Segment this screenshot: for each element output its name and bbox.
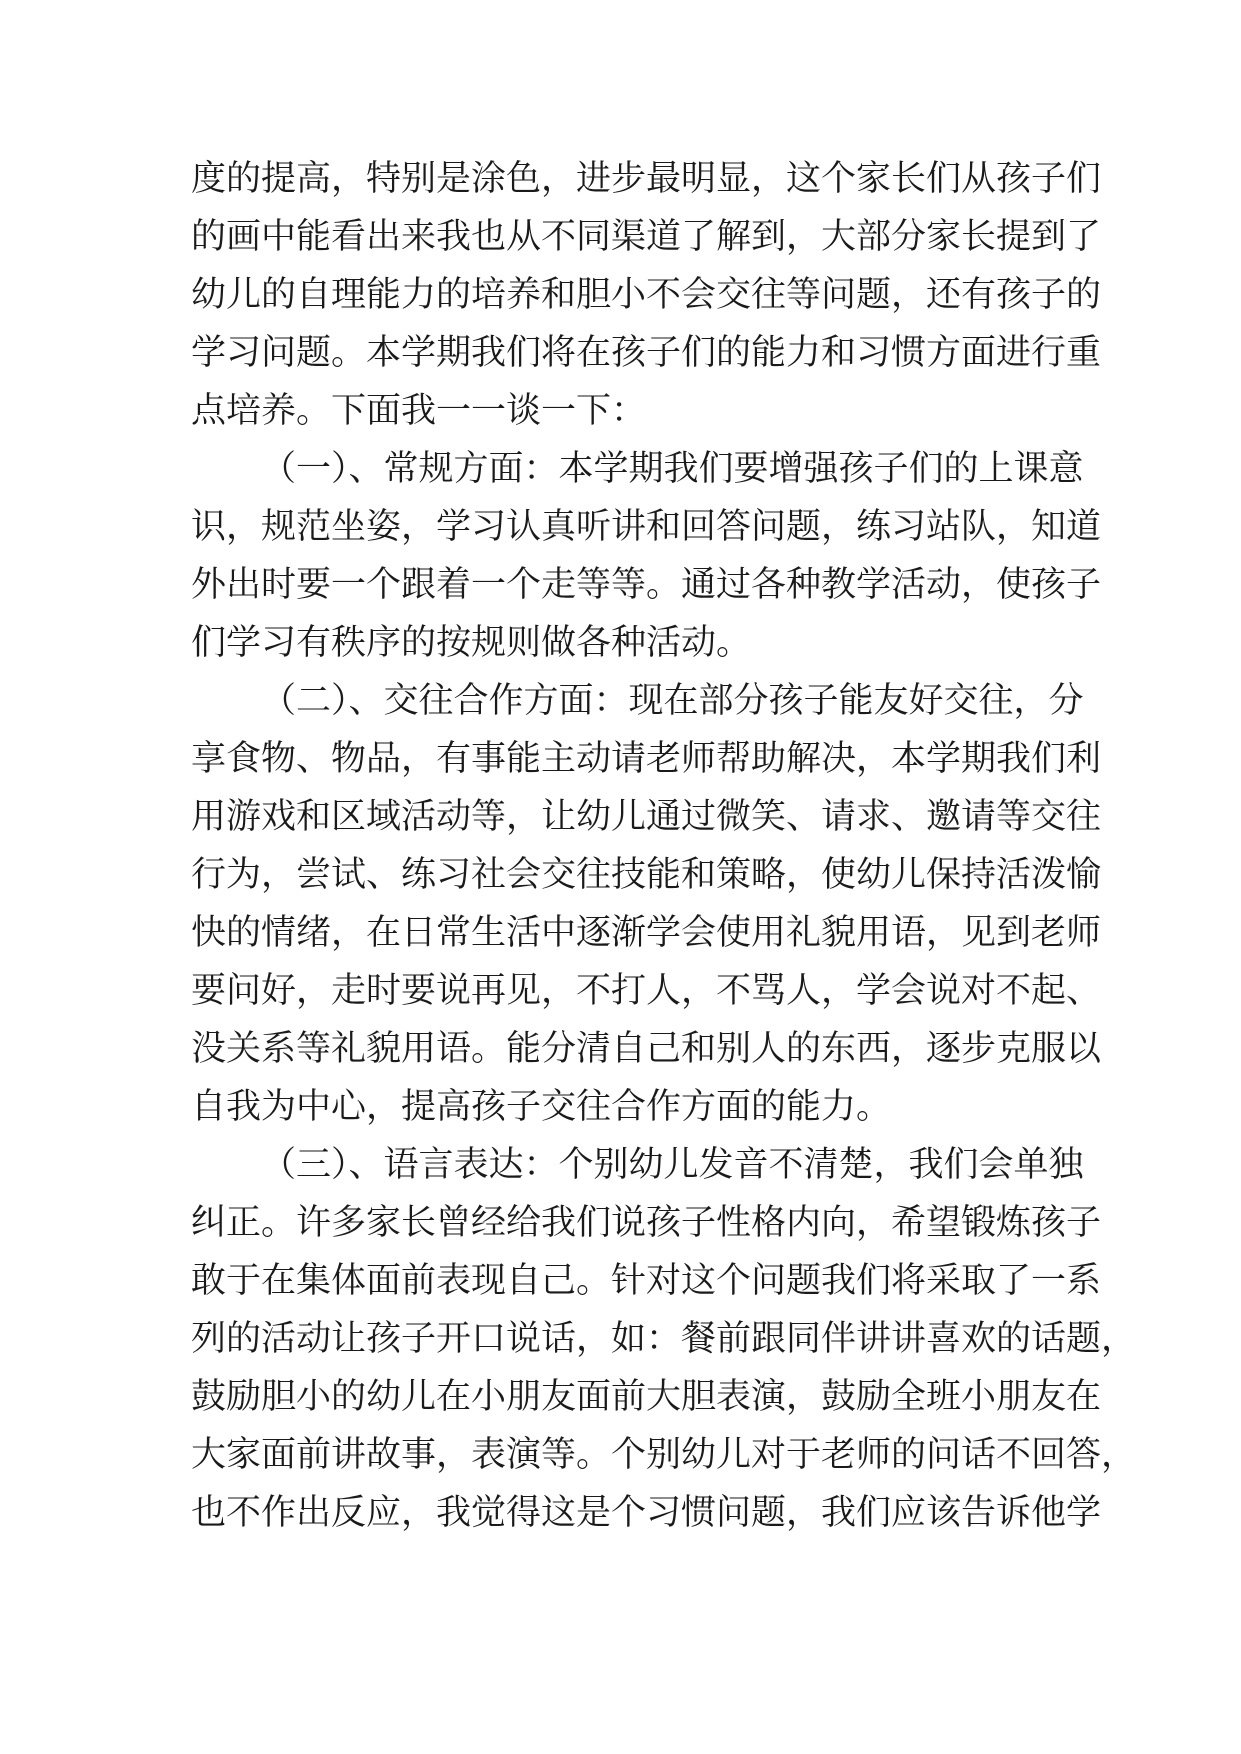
text-line: 用游戏和区域活动等，让幼儿通过微笑、请求、邀请等交往 [191,797,1102,837]
text-line: 快的情绪，在日常生活中逐渐学会使用礼貌用语，见到老师 [191,913,1102,953]
text-line: 敢于在集体面前表现自己。针对这个问题我们将采取了一系 [191,1261,1102,1301]
paragraph-intro [191,150,1102,440]
text-line: 的画中能看出来我也从不同渠道了解到，大部分家长提到了 [191,217,1102,257]
text-line: 也不作出反应，我觉得这是个习惯问题，我们应该告诉他学 [191,1493,1102,1533]
text-line: 鼓励胆小的幼儿在小朋友面前大胆表演，鼓励全班小朋友在 [191,1377,1102,1417]
text-line: 自我为中心，提高孩子交往合作方面的能力。 [191,1087,892,1127]
text-line: 点培养。下面我一一谈一下： [191,391,647,431]
text-line: 学习问题。本学期我们将在孩子们的能力和习惯方面进行重 [191,333,1102,373]
text-line: 度的提高，特别是涂色，进步最明显，这个家长们从孩子们 [191,159,1102,199]
text-line: 识，规范坐姿，学习认真听讲和回答问题，练习站队，知道 [191,507,1102,547]
text-line: 们学习有秩序的按规则做各种活动。 [191,623,752,663]
text-line: 享食物、物品，有事能主动请老师帮助解决，本学期我们利 [191,739,1102,779]
paragraph-routine [191,440,1102,672]
paragraph-language [191,1136,1137,1542]
text-line: 大家面前讲故事，表演等。个别幼儿对于老师的问话不回答， [191,1435,1137,1475]
text-line: （三）、语言表达：个别幼儿发音不清楚，我们会单独 [261,1145,1084,1185]
text-line: 行为，尝试、练习社会交往技能和策略，使幼儿保持活泼愉 [191,855,1102,895]
text-line: 列的活动让孩子开口说话，如：餐前跟同伴讲讲喜欢的话题， [191,1319,1137,1359]
text-line: 幼儿的自理能力的培养和胆小不会交往等问题，还有孩子的 [191,275,1102,315]
body-text [191,150,1137,1542]
paragraph-cooperation [191,672,1102,1136]
text-line: （二）、交往合作方面：现在部分孩子能友好交往，分 [261,681,1084,721]
text-line: 纠正。许多家长曾经给我们说孩子性格内向，希望锻炼孩子 [191,1203,1102,1243]
text-line: 外出时要一个跟着一个走等等。通过各种教学活动，使孩子 [191,565,1102,605]
text-line: 要问好，走时要说再见，不打人，不骂人，学会说对不起、 [191,971,1102,1011]
text-line: 没关系等礼貌用语。能分清自己和别人的东西，逐步克服以 [191,1029,1102,1069]
text-line: （一）、常规方面：本学期我们要增强孩子们的上课意 [261,449,1084,489]
